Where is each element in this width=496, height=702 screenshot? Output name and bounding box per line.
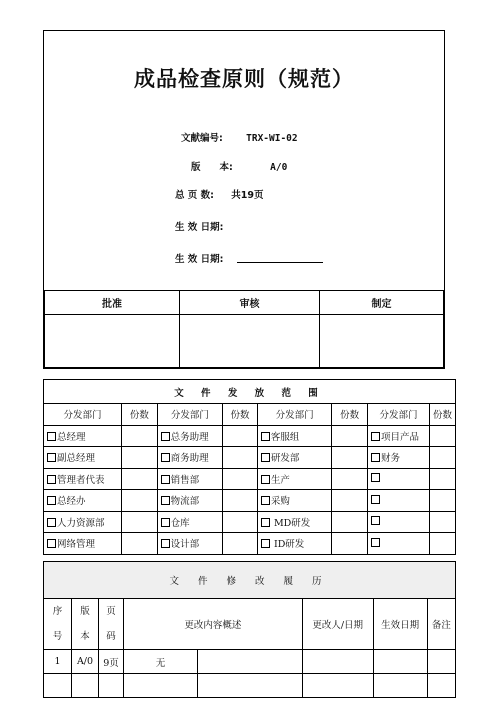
distribution-table [43,379,456,555]
distribution-dept-label: 总务助理 [170,431,209,443]
distribution-dept-cell[interactable] [157,490,223,512]
cover-box [43,30,445,369]
distribution-dept-label: 管理者代表 [57,474,105,486]
distribution-copies-cell[interactable] [429,425,455,447]
checkbox-icon[interactable] [47,475,56,484]
checkbox-icon[interactable] [261,432,270,441]
checkbox-icon[interactable] [371,432,380,441]
checkbox-icon[interactable] [47,453,56,462]
distribution-dept-cell[interactable] [157,468,223,490]
distribution-dept-label: 生产 [270,474,290,486]
dept-header-2: 分发部门 [157,404,223,426]
distribution-copies-cell[interactable] [223,533,258,555]
distribution-copies-cell[interactable] [122,468,158,490]
distribution-copies-cell[interactable] [122,490,158,512]
empty-cell[interactable] [198,674,303,698]
effective-date-label-2: 生 效 日期: [175,254,224,265]
revision-changer-cell [302,650,373,674]
effective-date-row-1 [175,219,223,233]
checkbox-icon[interactable] [371,538,380,547]
effective-date-underline [237,262,323,263]
checkbox-icon[interactable] [371,473,380,482]
distribution-dept-label: 设计部 [170,539,200,551]
checkbox-icon[interactable] [47,518,56,527]
distribution-dept-label: 仓库 [170,517,190,529]
distribution-dept-label: 副总经理 [57,453,96,465]
distribution-dept-cell[interactable] [257,468,331,490]
checkbox-icon[interactable] [161,518,170,527]
page-header-line-2: 码 [106,631,116,642]
version-header [72,599,99,650]
distribution-dept-label: 总经理 [57,431,86,443]
distribution-dept-label: 销售部 [170,474,200,486]
version-value: A/0 [270,162,288,173]
distribution-copies-cell[interactable] [332,490,368,512]
approval-table [44,290,444,368]
revision-remark-cell [427,650,455,674]
pages-label: 总 页 数: [175,190,214,201]
distribution-dept-cell[interactable] [367,447,429,469]
distribution-copies-cell[interactable] [122,425,158,447]
distribution-title: 文 件 发 放 范 围 [44,380,456,404]
effective-date-label-1: 生 效 日期: [175,222,224,233]
revision-ver-cell: A/0 [72,650,99,674]
empty-cell[interactable] [44,674,72,698]
remark-header: 备注 [427,599,455,650]
distribution-copies-cell[interactable] [223,511,258,533]
dept-header-4: 分发部门 [367,404,429,426]
revision-row [44,650,456,674]
copies-header-2: 份数 [223,404,258,426]
distribution-dept-cell[interactable] [44,533,122,555]
distribution-dept-label: 总经办 [57,496,86,508]
checkbox-icon[interactable] [371,495,380,504]
dept-header-3: 分发部门 [257,404,331,426]
checkbox-icon[interactable] [47,432,56,441]
distribution-copies-cell[interactable] [223,425,258,447]
distribution-copies-cell[interactable] [332,468,368,490]
page-header-line-1: 页 [106,606,116,617]
effective-date-header: 生效日期 [373,599,427,650]
distribution-row [44,490,456,512]
distribution-dept-label: 网络管理 [57,539,96,551]
checkbox-icon[interactable] [161,453,170,462]
revision-history-table [43,561,456,698]
checkbox-icon[interactable] [161,475,170,484]
review-signature-cell[interactable] [180,315,320,368]
version-label: 版 本: [191,162,233,173]
effective-date-row-2 [175,251,223,265]
distribution-row [44,533,456,555]
distribution-dept-cell[interactable] [257,447,331,469]
distribution-dept-cell[interactable] [44,490,122,512]
distribution-copies-cell[interactable] [122,533,158,555]
distribution-copies-cell[interactable] [223,447,258,469]
empty-cell[interactable] [99,674,124,698]
pages-value: 共19页 [231,190,264,201]
revision-summary-cell: 无 [124,650,198,674]
prepare-signature-cell[interactable] [320,315,444,368]
distribution-copies-cell[interactable] [332,533,368,555]
distribution-dept-label: 人力资源部 [57,517,105,529]
checkbox-icon[interactable] [371,516,380,525]
doc-number-row [181,130,298,144]
distribution-copies-cell[interactable] [332,511,368,533]
changer-header: 更改人/日期 [302,599,373,650]
distribution-dept-cell[interactable] [44,511,122,533]
distribution-dept-label: 客服组 [270,431,300,443]
checkbox-icon[interactable] [261,539,270,548]
revision-effective-cell [373,650,427,674]
checkbox-icon[interactable] [161,539,170,548]
distribution-copies-cell[interactable] [122,511,158,533]
document-title: 成品检查原则（规范） [134,66,354,91]
revision-seq-cell: 1 [44,650,72,674]
seq-header-line-2: 号 [52,631,63,642]
checkbox-icon[interactable] [161,432,170,441]
distribution-dept-cell[interactable] [257,511,331,533]
distribution-dept-cell[interactable] [367,490,429,512]
distribution-dept-label: 项目产品 [380,431,419,443]
distribution-dept-cell[interactable] [157,447,223,469]
doc-number-value: TRX-WI-02 [246,133,298,144]
checkbox-icon[interactable] [261,496,270,505]
checkbox-icon[interactable] [47,496,56,505]
distribution-dept-cell[interactable] [157,533,223,555]
empty-cell[interactable] [72,674,99,698]
distribution-row [44,447,456,469]
distribution-dept-cell[interactable] [367,511,429,533]
version-header-line-1: 版 [80,606,90,617]
version-header-line-2: 本 [80,631,90,642]
page-header [99,599,124,650]
distribution-dept-label: ID研发 [270,539,305,551]
distribution-dept-label: 研发部 [270,453,300,465]
revision-spacer-cell [198,650,303,674]
revision-title: 文 件 修 改 履 历 [44,562,456,599]
empty-cell[interactable] [373,674,427,698]
version-row [191,159,287,173]
distribution-dept-cell[interactable] [257,490,331,512]
seq-header [44,599,72,650]
approve-signature-cell[interactable] [45,315,180,368]
distribution-copies-cell[interactable] [429,490,455,512]
dept-header-1: 分发部门 [44,404,122,426]
distribution-dept-cell[interactable] [257,425,331,447]
distribution-dept-label: 商务助理 [170,453,209,465]
seq-header-line-1: 序 [52,606,63,617]
distribution-row [44,468,456,490]
distribution-dept-cell[interactable] [157,425,223,447]
distribution-dept-cell[interactable] [157,511,223,533]
distribution-copies-cell[interactable] [122,447,158,469]
distribution-copies-cell[interactable] [332,425,368,447]
distribution-dept-label: 采购 [270,496,290,508]
distribution-dept-cell[interactable] [367,468,429,490]
distribution-dept-cell[interactable] [44,468,122,490]
copies-header-4: 份数 [429,404,455,426]
checkbox-icon[interactable] [161,496,170,505]
distribution-dept-label: MD研发 [270,517,311,529]
empty-cell[interactable] [427,674,455,698]
checkbox-icon[interactable] [261,518,270,527]
distribution-copies-cell[interactable] [429,511,455,533]
distribution-dept-label: 财务 [380,453,400,465]
review-header: 审核 [180,291,320,315]
distribution-dept-cell[interactable] [257,533,331,555]
empty-cell[interactable] [124,674,198,698]
checkbox-icon[interactable] [47,539,56,548]
distribution-copies-cell[interactable] [429,468,455,490]
checkbox-icon[interactable] [261,475,270,484]
distribution-dept-cell[interactable] [367,533,429,555]
doc-number-label: 文献编号: [181,133,223,144]
distribution-dept-label: 物流部 [170,496,200,508]
checkbox-icon[interactable] [371,453,380,462]
approve-header: 批准 [45,291,180,315]
distribution-dept-cell[interactable] [44,447,122,469]
copies-header-1: 份数 [122,404,158,426]
distribution-row [44,425,456,447]
copies-header-3: 份数 [332,404,368,426]
distribution-dept-cell[interactable] [367,425,429,447]
prepare-header: 制定 [320,291,444,315]
distribution-dept-cell[interactable] [44,425,122,447]
revision-page-cell: 9页 [99,650,124,674]
empty-cell[interactable] [302,674,373,698]
distribution-copies-cell[interactable] [429,533,455,555]
distribution-copies-cell[interactable] [223,490,258,512]
distribution-row [44,511,456,533]
checkbox-icon[interactable] [261,453,270,462]
distribution-copies-cell[interactable] [332,447,368,469]
summary-header: 更改内容概述 [124,599,303,650]
pages-row [175,187,263,201]
revision-empty-row [44,674,456,698]
distribution-copies-cell[interactable] [429,447,455,469]
distribution-copies-cell[interactable] [223,468,258,490]
